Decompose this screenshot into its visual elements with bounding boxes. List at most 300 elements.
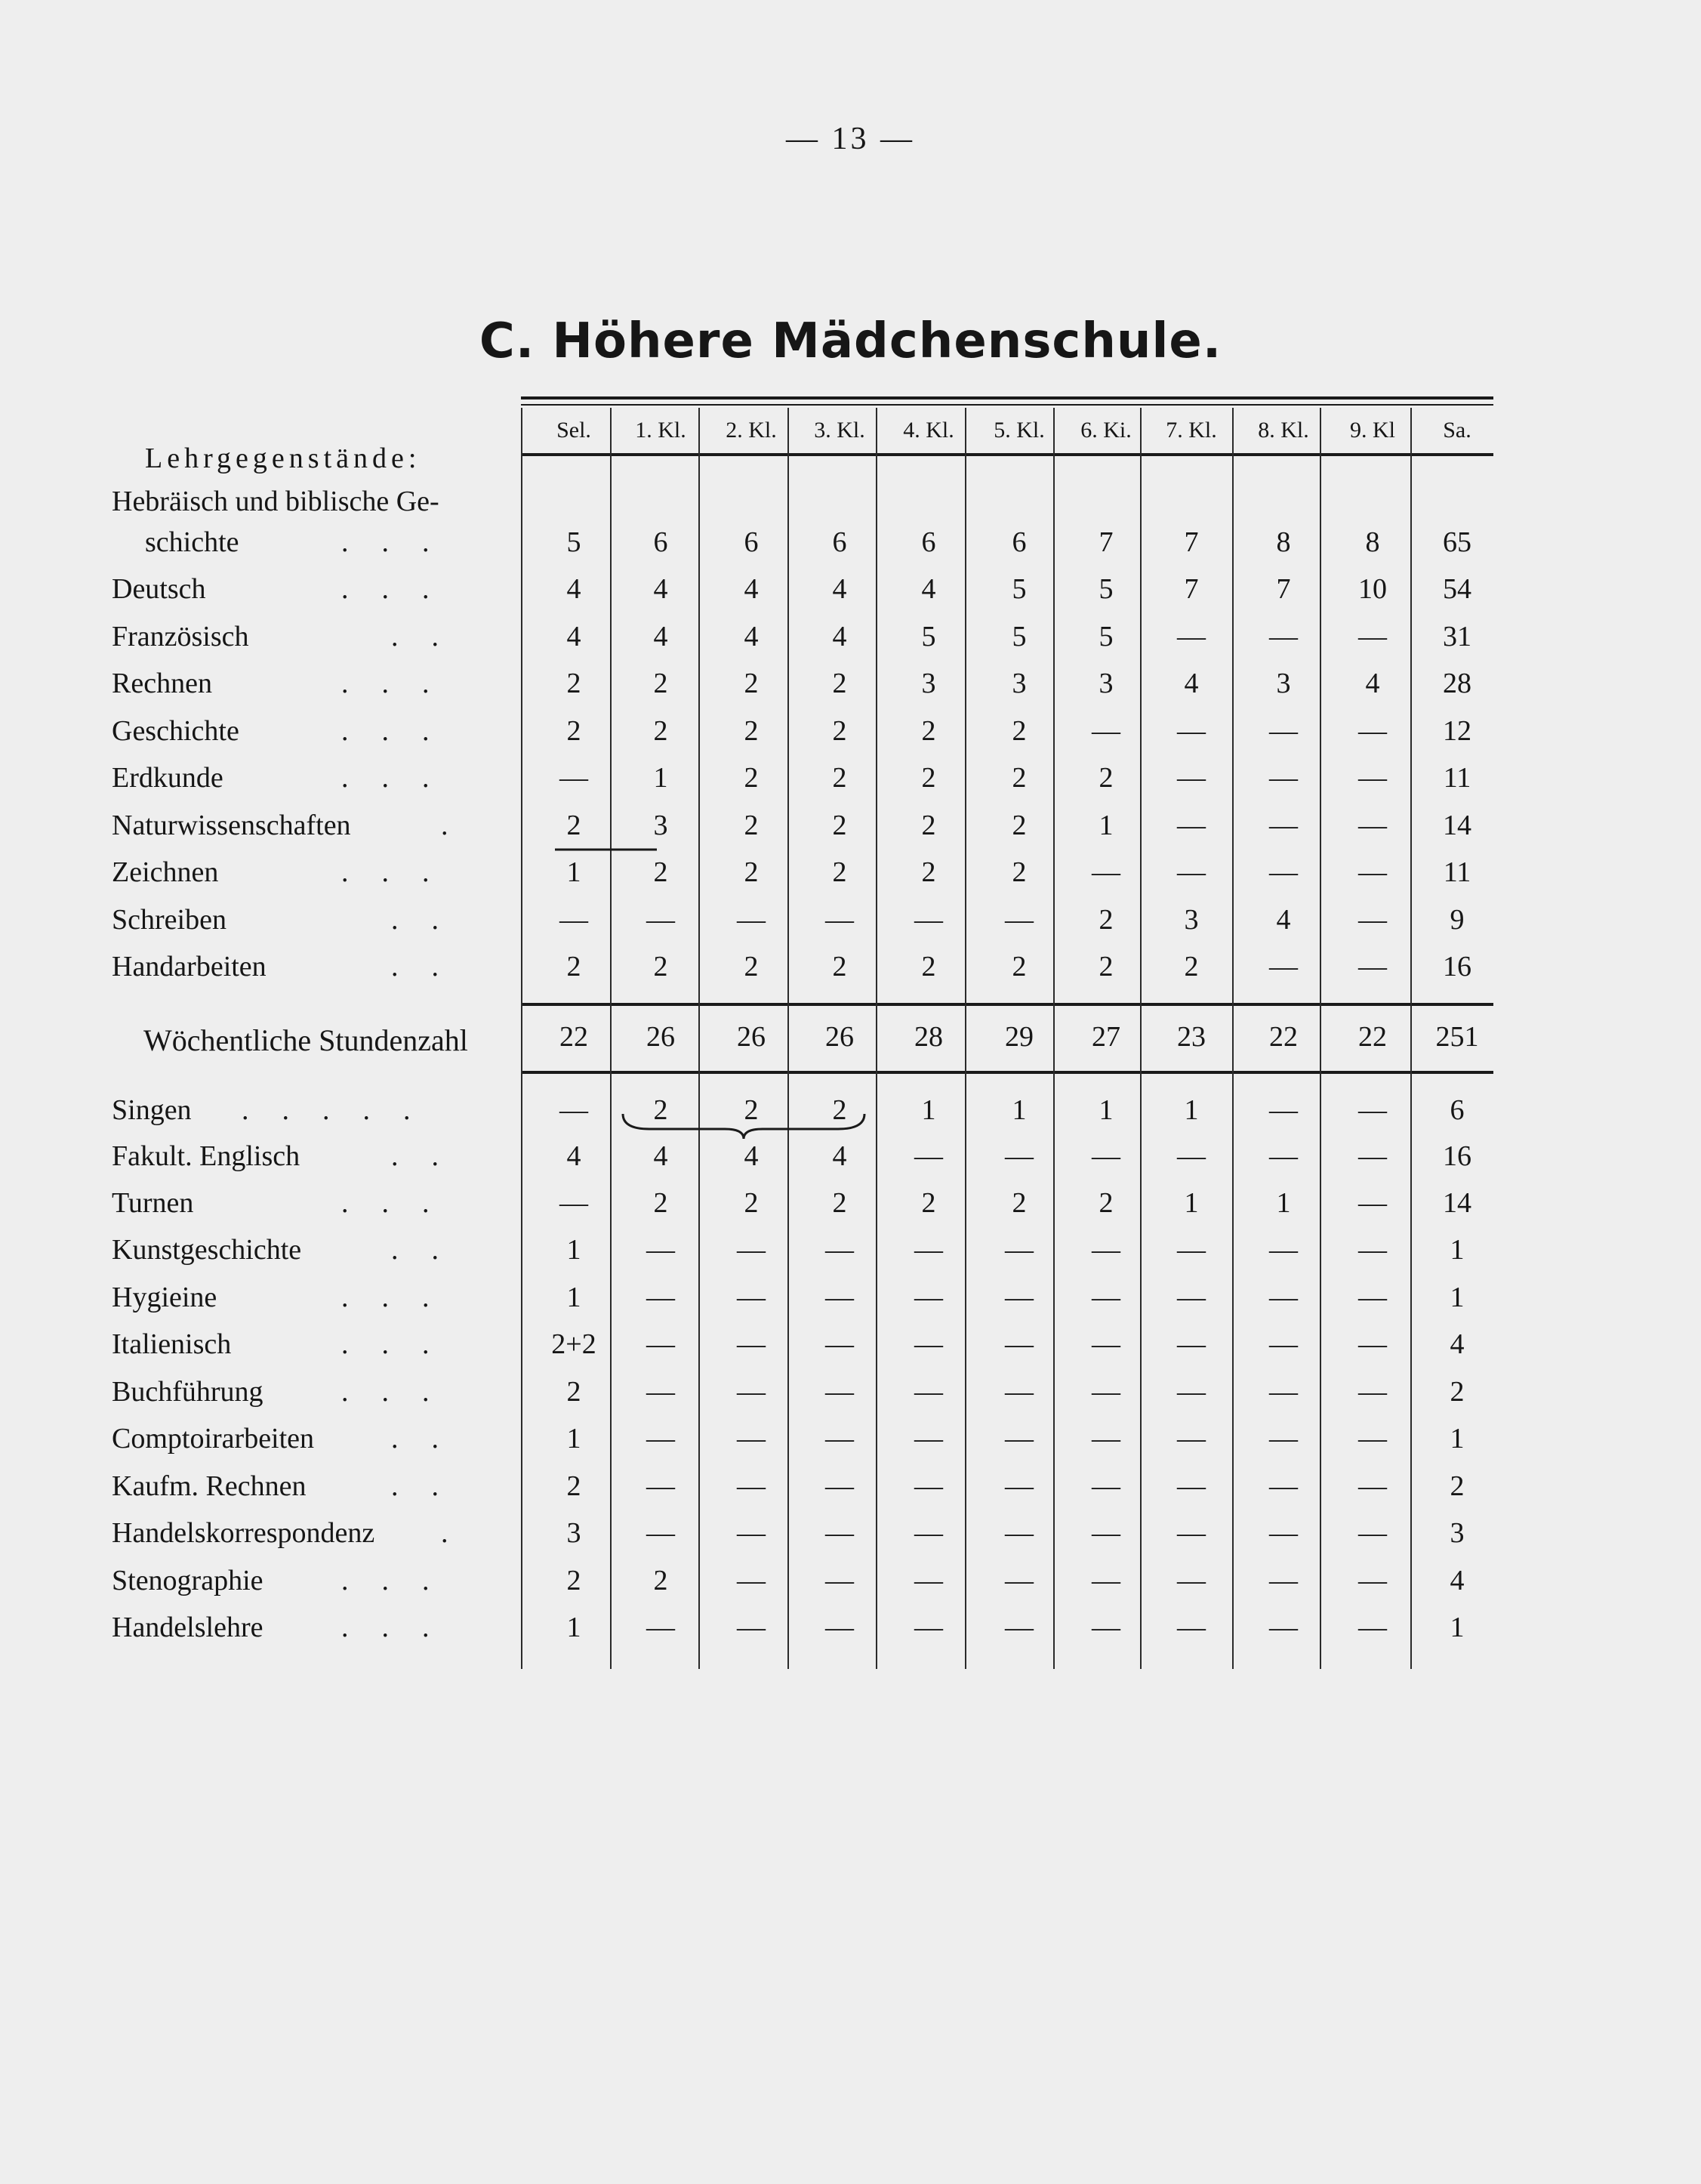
table-cell: 2 <box>832 856 847 888</box>
table-cell: 10 <box>1358 573 1387 605</box>
table-cell: 2 <box>566 1376 581 1408</box>
table-cell: 2 <box>566 715 581 747</box>
table-cell: 3 <box>1276 668 1291 699</box>
table-cell: 2 <box>1012 856 1027 888</box>
table-cell: — <box>1005 1612 1034 1643</box>
table-cell: — <box>825 1612 854 1643</box>
table-cell: — <box>737 1517 766 1549</box>
table-cell: 2 <box>1099 951 1114 982</box>
table-cell: — <box>1177 810 1206 841</box>
column-header: 1. Kl. <box>635 418 686 443</box>
table-cell: 14 <box>1443 810 1471 841</box>
table-cell: 2 <box>921 715 936 747</box>
column-header: 2. Kl. <box>726 418 777 443</box>
leader-dots: ... <box>341 856 463 888</box>
table-cell: — <box>1092 1282 1120 1313</box>
subject-label: Turnen <box>112 1187 194 1219</box>
table-cell: 2 <box>1099 1187 1114 1219</box>
subject-label: Schreiben <box>112 904 226 936</box>
table-cell: — <box>1092 715 1120 747</box>
table-cell: 2 <box>744 1187 759 1219</box>
table-cell: 2 <box>921 951 936 982</box>
table-cell: 11 <box>1443 762 1471 794</box>
total-cell: 26 <box>825 1021 854 1053</box>
total-cell: 22 <box>1358 1021 1387 1053</box>
table-cell: — <box>914 1612 943 1643</box>
subject-label: Deutsch <box>112 573 206 605</box>
table-cell: 1 <box>1450 1612 1465 1643</box>
table-cell: — <box>1092 1517 1120 1549</box>
header-bottom-rule <box>521 453 1493 456</box>
leader-dots: .. <box>391 621 472 652</box>
table-cell: 4 <box>1450 1565 1465 1596</box>
table-cell: 14 <box>1443 1187 1471 1219</box>
leader-dots: ... <box>341 1187 463 1219</box>
table-cell: 1 <box>653 762 668 794</box>
table-cell: — <box>1005 1423 1034 1454</box>
table-cell: — <box>737 1282 766 1313</box>
table-cell: 4 <box>566 621 581 652</box>
total-cell: 23 <box>1177 1021 1206 1053</box>
table-cell: 2 <box>744 668 759 699</box>
table-cell: 4 <box>1450 1328 1465 1360</box>
table-cell: — <box>914 1565 943 1596</box>
table-cell: — <box>914 1234 943 1266</box>
table-cell: 2 <box>653 951 668 982</box>
table-cell: 1 <box>566 1612 581 1643</box>
table-cell: — <box>1092 1423 1120 1454</box>
table-cell: 4 <box>744 1140 759 1172</box>
table-cell: 5 <box>1012 621 1027 652</box>
table-cell: — <box>1269 1234 1298 1266</box>
table-cell: — <box>914 1517 943 1549</box>
table-cell: 4 <box>653 621 668 652</box>
table-cell: — <box>737 1328 766 1360</box>
subject-label: Geschichte <box>112 715 239 747</box>
table-cell: — <box>1177 762 1206 794</box>
table-cell: 4 <box>921 573 936 605</box>
total-cell: 251 <box>1435 1021 1479 1053</box>
column-header: 4. Kl. <box>903 418 954 443</box>
table-cell: — <box>825 1376 854 1408</box>
table-cell: — <box>646 904 675 936</box>
table-cell: 2 <box>744 951 759 982</box>
table-cell: 1 <box>1184 1094 1199 1126</box>
table-cell: 16 <box>1443 1140 1471 1172</box>
table-cell: 1 <box>1184 1187 1199 1219</box>
table-cell: 3 <box>1450 1517 1465 1549</box>
table-cell: 2 <box>566 1565 581 1596</box>
table-cell: 4 <box>1276 904 1291 936</box>
table-cell: — <box>1177 1328 1206 1360</box>
table-cell: 2 <box>832 668 847 699</box>
table-cell: — <box>737 1234 766 1266</box>
table-cell: 2 <box>1012 810 1027 841</box>
table-cell: — <box>646 1376 675 1408</box>
table-cell: 4 <box>832 1140 847 1172</box>
table-cell: 6 <box>832 526 847 558</box>
table-cell: — <box>1177 1376 1206 1408</box>
subject-label: Fakult. Englisch <box>112 1140 300 1172</box>
table-cell: — <box>1358 1612 1387 1643</box>
table-cell: — <box>1092 1234 1120 1266</box>
table-cell: 3 <box>921 668 936 699</box>
leader-dots: ... <box>341 715 463 747</box>
table-cell: — <box>1092 1612 1120 1643</box>
table-cell: 4 <box>832 573 847 605</box>
table-cell: 6 <box>1450 1094 1465 1126</box>
subject-label: Kaufm. Rechnen <box>112 1470 307 1502</box>
total-cell: 29 <box>1005 1021 1034 1053</box>
table-cell: 2 <box>921 762 936 794</box>
page-number: — 13 — <box>786 122 915 156</box>
column-header: Sa. <box>1443 418 1471 443</box>
table-cell: — <box>1269 1470 1298 1502</box>
table-cell: 2 <box>1099 762 1114 794</box>
table-cell: — <box>825 1234 854 1266</box>
table-cell: — <box>1269 856 1298 888</box>
table-cell: 2 <box>1099 904 1114 936</box>
table-cell: — <box>1005 1140 1034 1172</box>
subject-label: Französisch <box>112 621 249 652</box>
table-cell: 3 <box>653 810 668 841</box>
table-cell: — <box>559 904 588 936</box>
subject-label: Handarbeiten <box>112 951 267 982</box>
leader-dots: .. <box>391 1234 472 1266</box>
table-cell: 1 <box>1099 1094 1114 1126</box>
subject-label: Singen <box>112 1094 192 1126</box>
table-cell: 2 <box>744 1094 759 1126</box>
weekly-total-label: Wöchentliche Stundenzahl <box>143 1023 468 1057</box>
table-cell: — <box>825 1470 854 1502</box>
table-cell: — <box>1358 1187 1387 1219</box>
subject-label: Zeichnen <box>112 856 219 888</box>
subject-label: Comptoirarbeiten <box>112 1423 315 1454</box>
table-cell: — <box>1177 1282 1206 1313</box>
table-cell: — <box>737 1565 766 1596</box>
table-cell: — <box>1092 856 1120 888</box>
leader-dots: . <box>441 810 482 841</box>
table-cell: 2 <box>653 1565 668 1596</box>
leader-dots: .. <box>391 904 472 936</box>
subject-label: Hebräisch und biblische Ge- <box>112 486 439 517</box>
table-cell: 2 <box>1012 762 1027 794</box>
table-cell: — <box>737 1612 766 1643</box>
zeichnen-rule <box>555 846 661 853</box>
table-cell: — <box>1269 621 1298 652</box>
leader-dots: ... <box>341 1565 463 1596</box>
table-cell: 6 <box>1012 526 1027 558</box>
table-cell: 3 <box>1184 904 1199 936</box>
column-header: 7. Kl. <box>1166 418 1217 443</box>
leader-dots: . <box>441 1517 482 1549</box>
table-cell: 3 <box>566 1517 581 1549</box>
column-header: 6. Ki. <box>1080 418 1132 443</box>
subject-label: Handelskorrespondenz <box>112 1517 375 1549</box>
table-cell: — <box>737 1423 766 1454</box>
table-cell: 65 <box>1443 526 1471 558</box>
table-cell: — <box>1177 715 1206 747</box>
total-cell: 26 <box>737 1021 766 1053</box>
table-cell: 2 <box>653 1094 668 1126</box>
subject-label-continuation: schichte <box>145 526 239 558</box>
table-cell: — <box>1358 1423 1387 1454</box>
table-cell: — <box>1358 762 1387 794</box>
table-cell: 2 <box>1450 1376 1465 1408</box>
table-cell: — <box>914 1470 943 1502</box>
table-cell: 4 <box>566 573 581 605</box>
table-cell: 2 <box>653 856 668 888</box>
table-cell: 2 <box>832 1094 847 1126</box>
table-cell: — <box>1005 1328 1034 1360</box>
leader-dots: .. <box>391 1470 472 1502</box>
subject-label: Erdkunde <box>112 762 223 794</box>
table-cell: — <box>1177 1234 1206 1266</box>
table-cell: — <box>646 1423 675 1454</box>
table-cell: 2 <box>1012 715 1027 747</box>
table-cell: 2 <box>832 810 847 841</box>
table-cell: 2 <box>1450 1470 1465 1502</box>
table-cell: 1 <box>921 1094 936 1126</box>
leader-dots: ... <box>341 762 463 794</box>
leader-dots: .. <box>391 1423 472 1454</box>
table-cell: — <box>1177 1517 1206 1549</box>
table-cell: — <box>825 1565 854 1596</box>
table-cell: — <box>914 1282 943 1313</box>
subjects-heading: Lehrgegenstände: <box>145 443 421 474</box>
table-cell: — <box>825 1282 854 1313</box>
table-cell: — <box>1177 1470 1206 1502</box>
subject-label: Kunstgeschichte <box>112 1234 302 1266</box>
subject-label: Stenographie <box>112 1565 263 1596</box>
table-cell: — <box>1358 1094 1387 1126</box>
table-cell: — <box>1269 1282 1298 1313</box>
table-cell: 4 <box>744 621 759 652</box>
table-cell: — <box>737 1470 766 1502</box>
table-cell: 6 <box>921 526 936 558</box>
table-cell: 2 <box>653 715 668 747</box>
column-header: 9. Kl <box>1350 418 1395 443</box>
table-cell: — <box>646 1612 675 1643</box>
table-cell: 2 <box>832 1187 847 1219</box>
table-cell: — <box>1092 1140 1120 1172</box>
table-cell: — <box>914 1328 943 1360</box>
table-cell: — <box>1269 715 1298 747</box>
table-cell: 6 <box>744 526 759 558</box>
table-cell: — <box>1358 856 1387 888</box>
header-top-rule-2 <box>521 404 1493 406</box>
table-cell: — <box>1358 951 1387 982</box>
table-cell: 5 <box>566 526 581 558</box>
table-cell: — <box>1358 1470 1387 1502</box>
table-cell: — <box>1177 1612 1206 1643</box>
singen-brace <box>619 1110 868 1140</box>
table-cell: — <box>825 1423 854 1454</box>
table-cell: — <box>559 1187 588 1219</box>
table-cell: — <box>1269 1094 1298 1126</box>
column-header: 8. Kl. <box>1258 418 1309 443</box>
subject-label: Rechnen <box>112 668 212 699</box>
table-cell: 2 <box>832 715 847 747</box>
table-cell: — <box>1269 1328 1298 1360</box>
table-cell: 4 <box>653 573 668 605</box>
total-cell: 22 <box>1269 1021 1298 1053</box>
table-cell: 1 <box>566 1423 581 1454</box>
total-top-rule <box>521 1003 1493 1006</box>
table-cell: 8 <box>1365 526 1380 558</box>
table-cell: 1 <box>1012 1094 1027 1126</box>
table-cell: 2 <box>566 810 581 841</box>
table-cell: 28 <box>1443 668 1471 699</box>
table-cell: 4 <box>744 573 759 605</box>
table-cell: — <box>1005 1234 1034 1266</box>
table-cell: — <box>1177 1140 1206 1172</box>
table-cell: — <box>1092 1470 1120 1502</box>
table-cell: — <box>825 1517 854 1549</box>
table-cell: 1 <box>566 1282 581 1313</box>
total-cell: 22 <box>559 1021 588 1053</box>
table-cell: — <box>646 1328 675 1360</box>
table-cell: 3 <box>1012 668 1027 699</box>
table-cell: 2 <box>1012 1187 1027 1219</box>
table-cell: — <box>1358 1234 1387 1266</box>
table-cell: 4 <box>1184 668 1199 699</box>
section-title: C. Höhere Mädchenschule. <box>479 313 1222 369</box>
table-cell: 4 <box>832 621 847 652</box>
subject-label: Italienisch <box>112 1328 232 1360</box>
table-cell: 7 <box>1276 573 1291 605</box>
table-cell: 5 <box>1099 621 1114 652</box>
table-cell: — <box>559 762 588 794</box>
table-cell: — <box>1358 810 1387 841</box>
total-cell: 27 <box>1092 1021 1120 1053</box>
table-cell: 1 <box>566 1234 581 1266</box>
leader-dots: .. <box>391 951 472 982</box>
table-cell: — <box>1005 1470 1034 1502</box>
table-cell: 6 <box>653 526 668 558</box>
table-cell: 7 <box>1184 573 1199 605</box>
table-cell: — <box>1358 621 1387 652</box>
leader-dots: ... <box>341 668 463 699</box>
subject-label: Buchführung <box>112 1376 263 1408</box>
table-cell: 2 <box>653 1187 668 1219</box>
table-cell: 16 <box>1443 951 1471 982</box>
table-cell: 2 <box>744 856 759 888</box>
table-cell: 3 <box>1099 668 1114 699</box>
table-cell: 1 <box>1276 1187 1291 1219</box>
table-cell: 12 <box>1443 715 1471 747</box>
table-cell: — <box>1005 1376 1034 1408</box>
table-cell: 54 <box>1443 573 1471 605</box>
table-cell: — <box>1269 762 1298 794</box>
table-cell: 2 <box>832 951 847 982</box>
table-cell: 2 <box>566 951 581 982</box>
table-cell: 2+2 <box>551 1328 596 1360</box>
column-header: Sel. <box>556 418 591 443</box>
leader-dots: ... <box>341 1328 463 1360</box>
table-cell: — <box>737 904 766 936</box>
table-cell: — <box>1269 1565 1298 1596</box>
table-cell: 2 <box>1184 951 1199 982</box>
table-cell: 2 <box>1012 951 1027 982</box>
table-cell: — <box>646 1470 675 1502</box>
table-cell: 4 <box>653 1140 668 1172</box>
table-cell: 1 <box>1099 810 1114 841</box>
table-cell: 5 <box>1099 573 1114 605</box>
table-cell: 2 <box>744 762 759 794</box>
table-cell: — <box>559 1094 588 1126</box>
column-divider <box>521 408 522 1669</box>
table-cell: 1 <box>1450 1423 1465 1454</box>
table-cell: — <box>1269 1517 1298 1549</box>
table-cell: — <box>1005 1565 1034 1596</box>
table-cell: — <box>646 1234 675 1266</box>
table-cell: 2 <box>744 715 759 747</box>
table-cell: — <box>914 1140 943 1172</box>
leader-dots: .. <box>391 1140 472 1172</box>
table-cell: — <box>914 1423 943 1454</box>
table-cell: 8 <box>1276 526 1291 558</box>
table-cell: — <box>1177 621 1206 652</box>
table-cell: — <box>1177 856 1206 888</box>
table-cell: — <box>1092 1565 1120 1596</box>
table-cell: 2 <box>921 856 936 888</box>
table-cell: — <box>1092 1376 1120 1408</box>
table-cell: — <box>1092 1328 1120 1360</box>
table-cell: 5 <box>921 621 936 652</box>
table-cell: — <box>1269 1140 1298 1172</box>
column-header: 5. Kl. <box>994 418 1045 443</box>
table-cell: — <box>914 1376 943 1408</box>
table-cell: — <box>1269 951 1298 982</box>
table-cell: — <box>1358 904 1387 936</box>
table-cell: 7 <box>1099 526 1114 558</box>
table-cell: 2 <box>832 762 847 794</box>
table-cell: — <box>1005 904 1034 936</box>
table-cell: 31 <box>1443 621 1471 652</box>
header-top-rule <box>521 396 1493 399</box>
table-cell: 2 <box>566 1470 581 1502</box>
table-cell: — <box>914 904 943 936</box>
table-cell: — <box>1269 1612 1298 1643</box>
table-cell: 5 <box>1012 573 1027 605</box>
table-cell: 9 <box>1450 904 1465 936</box>
table-cell: — <box>1358 1328 1387 1360</box>
table-cell: — <box>825 1328 854 1360</box>
table-cell: 1 <box>1450 1234 1465 1266</box>
total-cell: 26 <box>646 1021 675 1053</box>
table-cell: 2 <box>566 668 581 699</box>
table-cell: 4 <box>566 1140 581 1172</box>
table-cell: 4 <box>1365 668 1380 699</box>
table-cell: — <box>1358 715 1387 747</box>
subject-label: Hygieine <box>112 1282 217 1313</box>
table-cell: 7 <box>1184 526 1199 558</box>
table-cell: — <box>1358 1140 1387 1172</box>
table-cell: — <box>1269 1423 1298 1454</box>
table-cell: — <box>1358 1282 1387 1313</box>
leader-dots: ... <box>341 573 463 605</box>
leader-dots: ... <box>341 1376 463 1408</box>
table-cell: — <box>1269 810 1298 841</box>
subject-label: Naturwissenschaften <box>112 810 351 841</box>
table-cell: 1 <box>1450 1282 1465 1313</box>
table-cell: 2 <box>744 810 759 841</box>
table-cell: — <box>1177 1565 1206 1596</box>
table-cell: — <box>737 1376 766 1408</box>
table-cell: 2 <box>921 1187 936 1219</box>
table-cell: 11 <box>1443 856 1471 888</box>
